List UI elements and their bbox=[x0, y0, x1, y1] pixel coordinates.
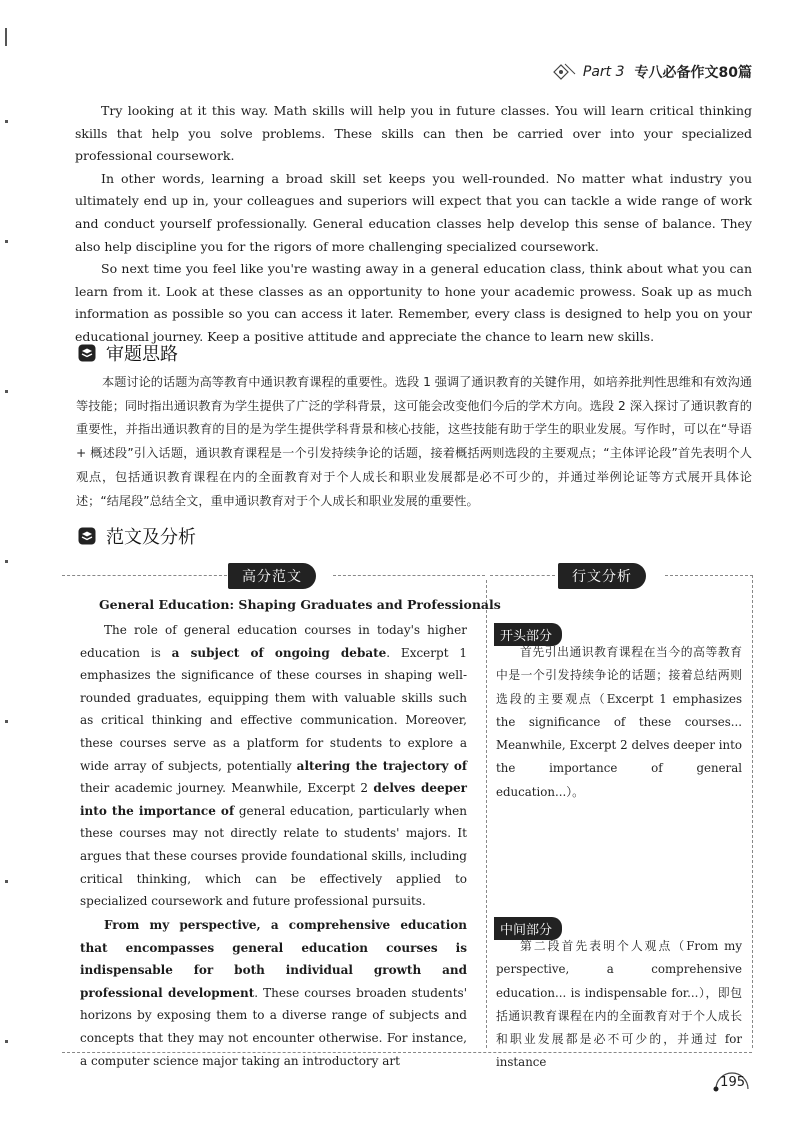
section-title: 审题思路 bbox=[106, 344, 178, 365]
highlight-phrase: From my perspective, a comprehensive education that encompasses general education courses is indispensable for both individual growth and professional development bbox=[80, 918, 467, 1000]
text-run: general education, particularly when these courses may not directly relate to students' majors. It argues that these courses provide foundational skills, including critical thinking, which can be effectively applied to specialized coursework and future professional pursuits. bbox=[80, 803, 467, 909]
paragraph: So next time you feel like you're wasting away in a general education class, think about what you can learn from it. Look at these classes as an opportunity to hone your academic prowess. Soak up as much information as possible so you can access it later. Remember, every class is designed to help you on your educational journey. Keep a positive attitude and appreciate the chance to learn new skills. bbox=[75, 261, 752, 344]
divider bbox=[490, 575, 555, 576]
essay-paragraph-2 bbox=[80, 914, 467, 1068]
text-run: The role of general education courses in today's higher education is bbox=[80, 623, 467, 660]
layers-icon bbox=[78, 344, 96, 362]
running-header bbox=[551, 62, 752, 82]
text-run: . Excerpt 1 emphasizes the significance of these courses in shaping well-rounded graduates, equipping them with valuable skills such as critical thinking and effective communication. Moreover, these courses serve as a platform for students to explore a wide array of subjects, potentially bbox=[80, 645, 467, 773]
section-title: 范文及分析 bbox=[106, 527, 196, 548]
compass-icon bbox=[551, 62, 577, 82]
section-heading-sample bbox=[78, 523, 196, 549]
margin-mark bbox=[5, 240, 8, 243]
margin-mark bbox=[5, 28, 7, 46]
page-number-text: 195 bbox=[720, 1075, 745, 1090]
column-border bbox=[752, 575, 753, 1048]
analysis-paragraph: 本题讨论的话题为高等教育中通识教育课程的重要性。选段 1 强调了通识教育的关键作用，如培养批判性思维和有效沟通等技能；同时指出通识教育为学生提供了广泛的学科背景，这可能会改变他们今后的学术方向。选段 2 深入探讨了通识教育的重要性，并指出通识教育的目的是为学生提供学科背景和核心技能，这些技能有助于学生的职业发展。写作时，可以在“导语 + 概述段”引入话题，通识教育课程是一个引发持续争论的话题，接着概括两则选段的主要观点；“主体评论段”首先表明个人观点，包括通识教育课程在内的全面教育对于个人成长和职业发展都是必不可少的，并通过举例论证等方式展开具体论述；“结尾段”总结全文，重申通识教育对于个人成长和职业发展的重要性。 bbox=[76, 375, 752, 508]
margin-mark bbox=[5, 1040, 8, 1043]
page-number bbox=[720, 1075, 745, 1090]
paragraph: Try looking at it this way. Math skills will help you in future classes. You will learn critical thinking skills that help you solve problems. These skills can then be carried over into your specialized professional coursework. bbox=[75, 103, 752, 164]
analysis-opening: 首先引出通识教育课程在当今的高等教育中是一个引发持续争论的话题；接着总结两则选段的主要观点（Excerpt 1 emphasizes the significance of these courses... Meanwhile, Excerpt 2 delves deeper into the importance of general education...）。 bbox=[496, 645, 742, 799]
passage-continuation bbox=[75, 100, 752, 349]
margin-mark bbox=[5, 560, 8, 563]
divider bbox=[62, 575, 227, 576]
highlight-phrase: delves deeper into the importance of bbox=[80, 781, 467, 818]
divider bbox=[665, 575, 753, 576]
text-run: . These courses broaden students' horizons by exposing them to a diverse range of subjects and concepts that they may not encounter otherwise. For instance, a computer science major taking an introductory art bbox=[80, 985, 467, 1068]
part-label: Part 3 bbox=[582, 64, 625, 80]
highlight-phrase: altering the trajectory of bbox=[296, 758, 467, 773]
section-heading-analysis bbox=[78, 340, 178, 366]
tab-sample-essay: 高分范文 bbox=[228, 563, 316, 589]
margin-mark bbox=[5, 390, 8, 393]
column-divider bbox=[486, 580, 487, 1048]
essay-title: General Education: Shaping Graduates and Professionals bbox=[99, 597, 501, 612]
essay-paragraph-1 bbox=[80, 619, 467, 913]
text-run: their academic journey. Meanwhile, Excerpt 2 bbox=[80, 781, 374, 796]
label-opening: 开头部分 bbox=[494, 623, 562, 646]
label-body: 中间部分 bbox=[494, 917, 562, 940]
margin-mark bbox=[5, 120, 8, 123]
book-title: 专八必备作文80篇 bbox=[634, 65, 752, 81]
highlight-phrase: a subject of ongoing debate bbox=[171, 645, 387, 660]
tab-writing-analysis: 行文分析 bbox=[558, 563, 646, 589]
paragraph: In other words, learning a broad skill set keeps you well-rounded. No matter what industry you ultimately end up in, your colleagues and superiors will expect that you can tackle a wide range of work and conduct yourself professionally. General education classes help develop this sense of balance. They also help discipline you for the rigors of more challenging specialized coursework. bbox=[75, 170, 752, 254]
divider bbox=[333, 575, 485, 576]
margin-mark bbox=[5, 720, 8, 723]
layers-icon bbox=[78, 527, 96, 545]
margin-mark bbox=[5, 880, 8, 883]
analysis-body: 第二段首先表明个人观点（From my perspective, a comprehensive education... is indispensable for...），即包括通识教育课程在内的全面教育对于个人成长和职业发展都是必不可少的，并通过 for instance bbox=[496, 939, 742, 1070]
